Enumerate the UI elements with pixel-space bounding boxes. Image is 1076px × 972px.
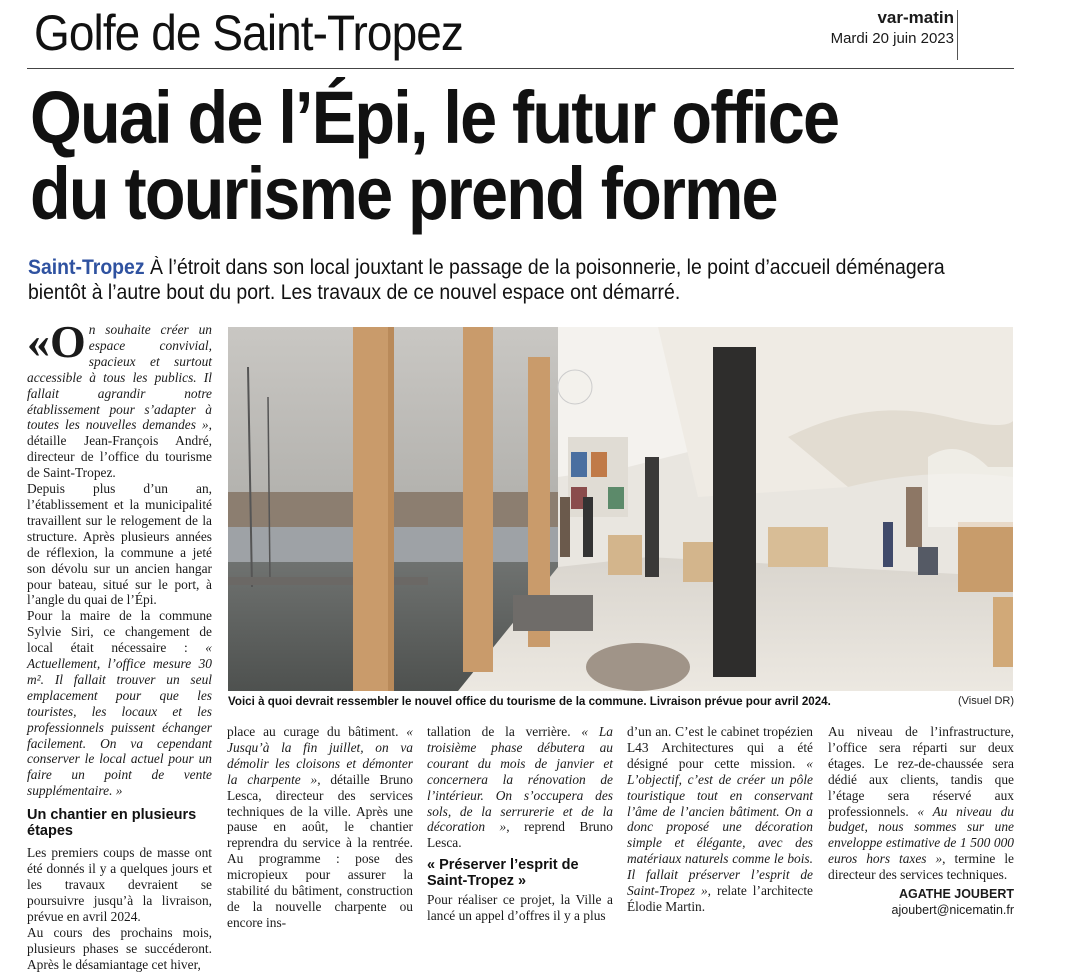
col4-a: d’un an. C’est le cabinet tropézien L43 Architectures qui a été désigné pour cette mission.: [627, 724, 813, 771]
para-3-a: Pour la maire de la commune Sylvie Siri, ce changement de local était nécessaire :: [27, 608, 212, 656]
col5-quote: « Au niveau du budget, nous sommes sur une enveloppe estimative de 1 500 000 euros hors taxes »: [828, 803, 1014, 867]
col3-a: tallation de la verrière.: [427, 724, 582, 739]
subhead-esprit: « Préserver l’esprit de Saint-Tropez »: [427, 857, 579, 890]
col2-a: place au curage du bâtiment.: [227, 724, 407, 739]
photo-caption: Voici à quoi devrait ressembler le nouvel office du tourisme de la commune. Livraison prévue pour avril 2024.: [228, 695, 831, 708]
col4-b: , relate l’architecte Élodie Martin.: [627, 883, 813, 914]
para-4: Les premiers coups de masse ont été donnés il y a quelques jours et les travaux devraient se poursuivre jusqu’à la livraison, prévue en avril 2024.: [27, 845, 212, 924]
headline: [30, 76, 930, 235]
masthead-divider: [957, 10, 958, 60]
col5-a: Au niveau de l’infrastructure, l’office sera réparti sur deux étages. Le rez-de-chaussée sera dédié aux clients, tandis que l’étage sera réservé aux professionnels.: [828, 724, 1014, 819]
article-column-4: [627, 724, 813, 915]
header-rule: [27, 68, 1014, 69]
col2-b: , détaille Bruno Lesca, directeur des services techniques de la ville. Après une pause en août, le chantier reprendra du service à la rentrée. Au programme : pose des micropieux pour assurer la stabilité du bâtiment, construction de la nouvelle charpente ou encore ins-: [227, 771, 413, 930]
photo-credit: (Visuel DR): [957, 695, 1014, 707]
section-rubric: Golfe de Saint-Tropez: [34, 5, 463, 61]
lead-paragraph: [28, 255, 953, 305]
quote-opening: n souhaite créer un espace convivial, spacieux et surtout accessible à tous les publics. Il fallait agrandir notre établissement pour s’adapter à toutes les nouvelles demandes »: [27, 322, 212, 433]
article-column-5: [828, 724, 1014, 919]
para-5: Au cours des prochains mois, plusieurs phases se succéderont. Après le désamiantage cet hiver,: [27, 924, 212, 972]
lead-place: Saint-Tropez: [28, 256, 145, 279]
col2-quote: « Jusqu’à la fin juillet, on va démolir les cloisons et démonter la charpente »: [227, 724, 413, 787]
subhead-chantier: Un chantier en plusieurs étapes: [27, 807, 197, 840]
lead-text: À l’étroit dans son local jouxtant le passage de la poisonnerie, le point d’accueil déménagera bientôt à l’autre bout du port. Les travaux de ce nouvel espace ont démarré.: [28, 256, 945, 304]
col5-b: , termine le directeur des services techniques.: [828, 851, 1015, 883]
col3-quote: « La troisième phase débutera au courant du mois de janvier et concernera la rénovation de l’intérieur. On s’occupera des sols, de la serrurerie et de la décoration »: [427, 724, 613, 835]
article-photo: [228, 327, 1013, 691]
author-email: ajoubert@nicematin.fr: [891, 902, 1014, 917]
headline-line-1: Quai de l’Épi, le futur office: [30, 76, 839, 159]
office-rendering-image: [228, 327, 1013, 691]
newspaper-brand: var-matin: [877, 8, 954, 27]
article-column-3: [427, 724, 613, 924]
article-column-2: [227, 724, 413, 931]
col4-quote: « L’objectif, c’est de créer un pôle touristique tout en conservant l’âme de l’ancien bâtiment. On a donc proposé une décoration simple et élégante, avec des matériaux naturels comme le bois. Il fallait préserver l’esprit de Saint-Tropez »: [627, 755, 813, 899]
publication-date: Mardi 20 juin 2023: [830, 30, 954, 47]
dropcap: «O: [27, 316, 86, 367]
author-byline: AGATHE JOUBERT: [898, 887, 1014, 902]
col3-b: , reprend Bruno Lesca.: [427, 819, 613, 851]
para-1-rest: , détaille Jean-François André, directeur de l’office du tourisme de Saint-Tropez.: [27, 417, 212, 481]
para-2: Depuis plus d’un an, l’établissement et la municipalité travaillent sur le relogement de la structure. Après plusieurs années de réflexion, la commune a jeté son dévolu sur un ancien hangar pour bateau, situé sur le port, à l’angle du quai de l’Épi.: [27, 481, 212, 608]
col3-c: Pour réaliser ce projet, la Ville a lancé un appel d’offres il y a plus: [427, 892, 613, 924]
headline-line-2: du tourisme prend forme: [30, 152, 777, 235]
para-3-quote: « Actuellement, l’office mesure 30 m². Il fallait trouver un seul emplacement pour que les touristes, les locaux et les professionnels puissent échanger facilement. On va cependant conserver le local actuel pour un faire un point de vente supplémentaire. »: [27, 640, 212, 799]
article-column-1: [27, 316, 212, 972]
masthead: [831, 8, 954, 47]
